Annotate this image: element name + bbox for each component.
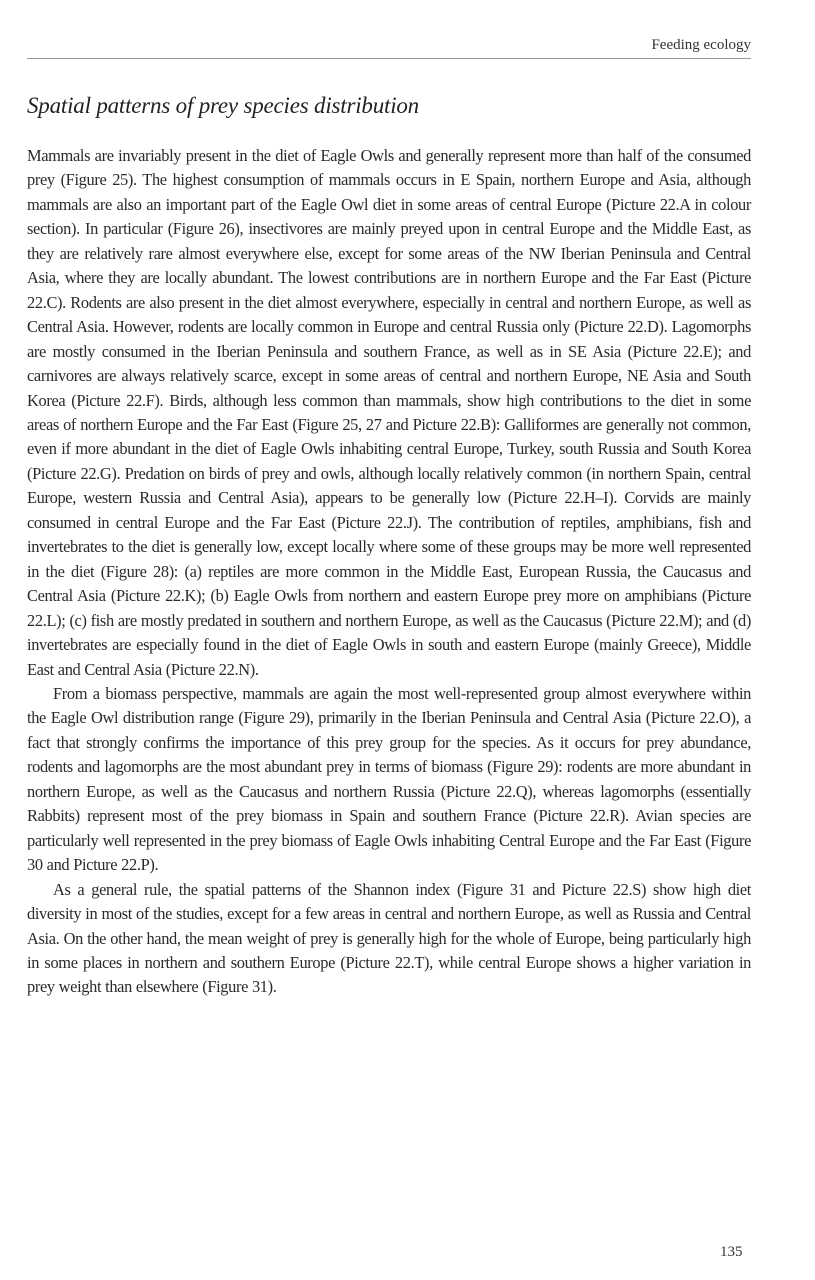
- section-title: Spatial patterns of prey species distribution: [27, 93, 419, 118]
- running-head: [27, 33, 751, 59]
- paragraph-prey-abundance: Mammals are invariably present in the diet of Eagle Owls and generally represent more than half of the consumed prey (Figure 25). The highest consumption of mammals occurs in E Spain, northern Europe and Asia, although mammals are also an important part of the Eagle Owl diet in some areas of central Europe (Picture 22.A in colour section). In particular (Figure 26), insectivores are mainly preyed upon in central Europe and the Middle East, as they are relatively rare almost everywhere else, except for some areas of the NW Iberian Peninsula and Central Asia, where they are locally abundant. The lowest contributions are in northern Europe and the Far East (Picture 22.C). Rodents are also present in the diet almost everywhere, especially in central and northern Europe, as well as Central Asia. However, rodents are locally common in Europe and central Russia only (Picture 22.D). Lagomorphs are mostly consumed in the Iberian Peninsula and southern France, as well as in SE Asia (Picture 22.E); and carnivores are always relatively scarce, except in some areas of central and northern Europe, NE Asia and South Korea (Picture 22.F). Birds, although less common than mammals, show high contributions to the diet in some areas of northern Europe and the Far East (Figure 25, 27 and Picture 22.B): Galliformes are generally not common, even if more abundant in the diet of Eagle Owls inhabiting central Europe, Turkey, south Russia and South Korea (Picture 22.G). Predation on birds of prey and owls, although locally relatively common (in northern Spain, central Europe, western Russia and Central Asia), appears to be generally low (Picture 22.H–I). Corvids are mainly consumed in central Europe and the Far East (Picture 22.J). The contribution of reptiles, amphibians, fish and invertebrates to the diet is generally low, except locally where some of these groups may be more well represented in the diet (Figure 28): (a) reptiles are more common in the Middle East, European Russia, the Caucasus and Central Asia (Picture 22.K); (b) Eagle Owls from northern and eastern Europe prey more on amphibians (Picture 22.L); (c) fish are mostly predated in southern and northern Europe, as well as the Caucasus (Picture 22.M); and (d) invertebrates are especially found in the diet of Eagle Owls in south and eastern Europe (mainly Greece), Middle East and Central Asia (Picture 22.N).: [27, 146, 751, 679]
- paragraph-shannon-index: As a general rule, the spatial patterns of the Shannon index (Figure 31 and Picture 22.S) show high diet diversity in most of the studies, except for a few areas in central and northern Europe, as well as Russia and Central Asia. On the other hand, the mean weight of prey is generally high for the whole of Europe, being particularly high in some places in northern and southern Europe (Picture 22.T), while central Europe shows a higher variation in prey weight than elsewhere (Figure 31).: [27, 879, 751, 997]
- running-head-title: Feeding ecology: [651, 37, 751, 53]
- paragraph-biomass: From a biomass perspective, mammals are again the most well-represented group almost everywhere within the Eagle Owl distribution range (Figure 29), primarily in the Iberian Peninsula and Central Asia (Picture 22.O), a fact that strongly confirms the importance of this prey group for the species. As it occurs for prey abundance, rodents and lagomorphs are the most abundant prey in terms of biomass (Figure 29): rodents are more abundant in northern Europe, as well as the Caucasus and northern Russia (Picture 22.Q), whereas lagomorphs (essentially Rabbits) represent most of the prey biomass in Spain and southern France (Picture 22.R). Avian species are particularly well represented in the prey biomass of Eagle Owls inhabiting Central Europe and the Far East (Figure 30 and Picture 22.P).: [27, 683, 751, 875]
- page-number: 135: [720, 1244, 743, 1260]
- body-text: [27, 144, 751, 1000]
